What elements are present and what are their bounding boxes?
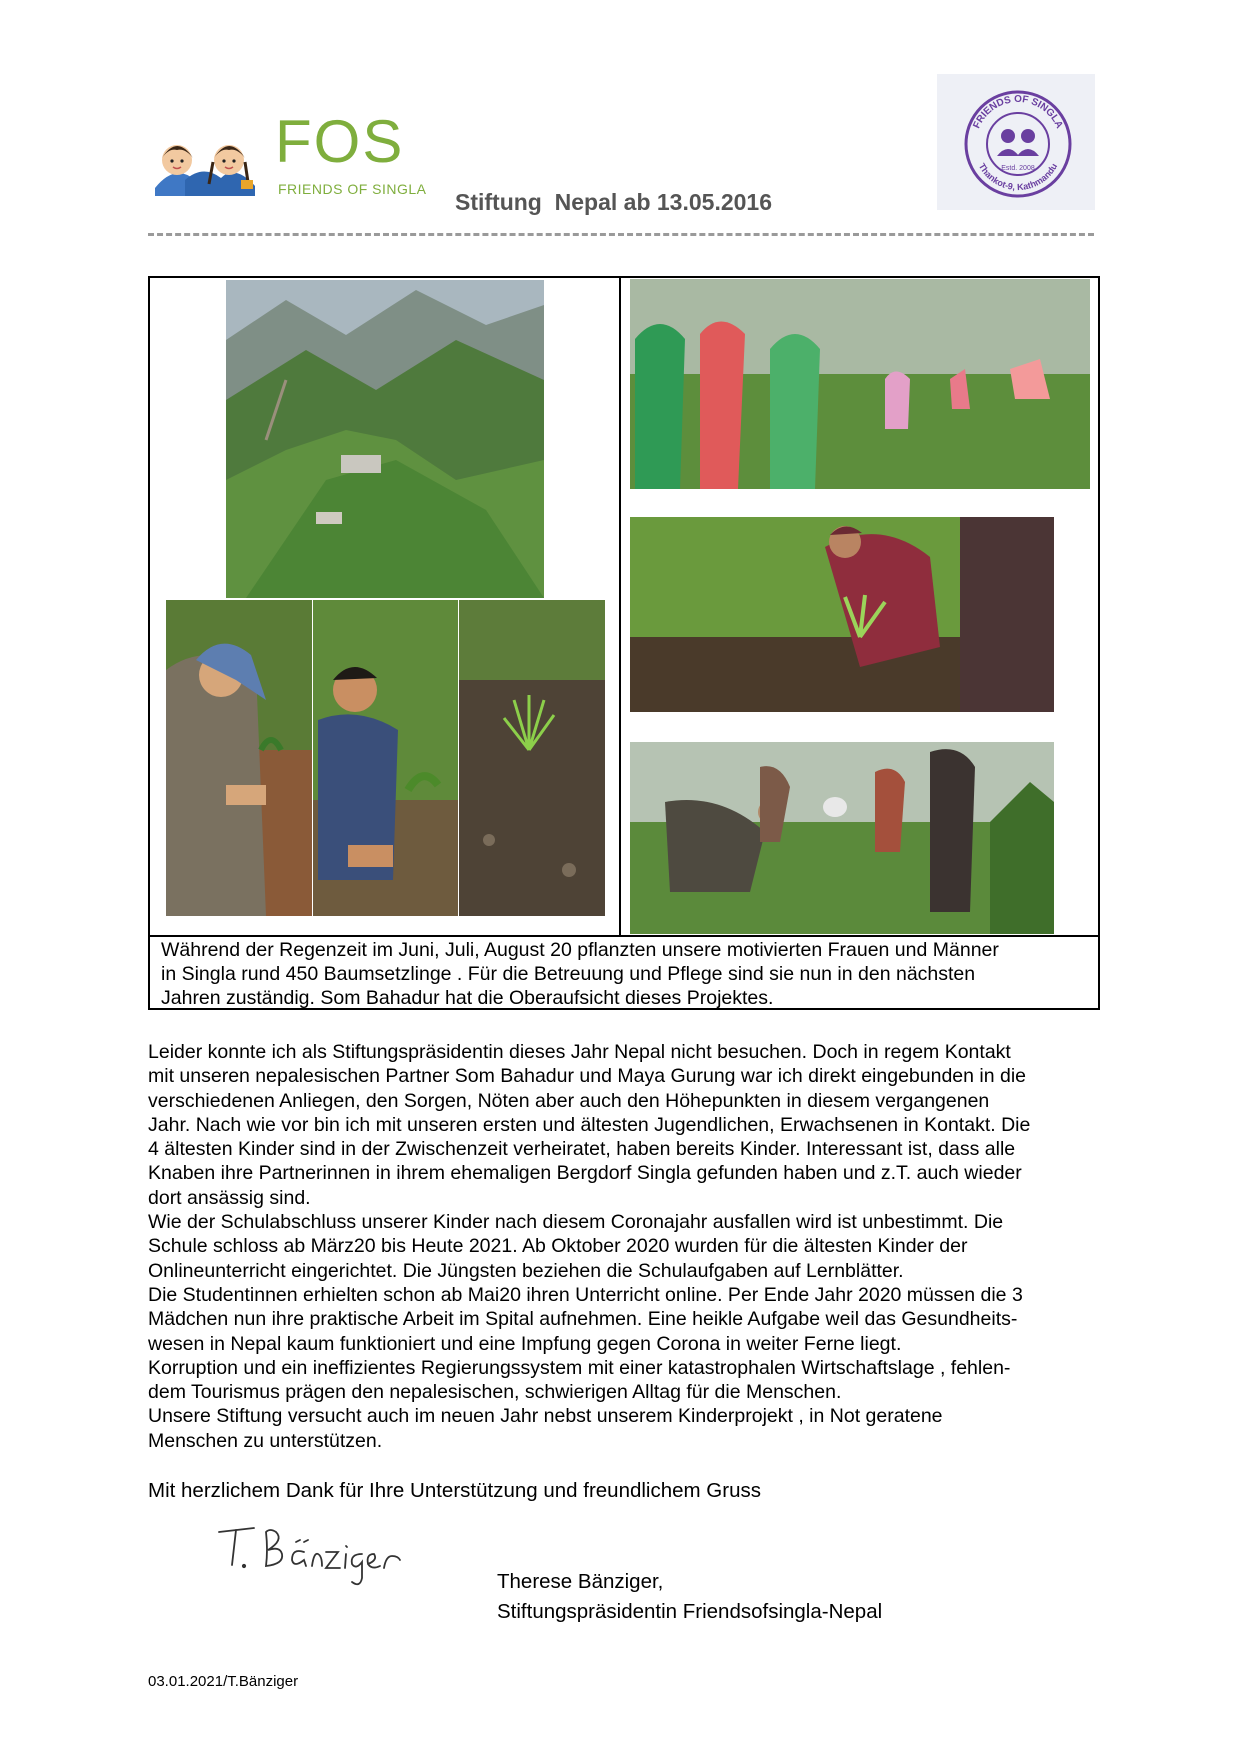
stamp-top-text: FRIENDS OF SINGLA bbox=[971, 93, 1065, 131]
body-line: Mädchen nun ihre praktische Arbeit im Spital aufnehmen. Eine heikle Aufgabe weil das Gesundheits- bbox=[148, 1308, 1018, 1331]
caption-line: Jahren zuständig. Som Bahadur hat die Oberaufsicht dieses Projektes. bbox=[161, 987, 774, 1009]
logo-wordmark: FOS bbox=[275, 108, 405, 175]
body-line: Wie der Schulabschluss unserer Kinder nach diesem Coronajahr ausfallen wird ist unbestimmt. Die bbox=[148, 1211, 1004, 1234]
photo-woman-planting-grass bbox=[630, 517, 1054, 712]
body-line: 4 ältesten Kinder sind in der Zwischenzeit verheiratet, haben bereits Kinder. Interessant ist, dass alle bbox=[148, 1138, 1016, 1161]
photo-women-with-rain-covers bbox=[630, 279, 1090, 489]
body-line: Die Studentinnen erhielten schon ab Mai20 ihren Unterricht online. Per Ende Jahr 2020 müssen die 3 bbox=[148, 1283, 1023, 1306]
children-logo-icon bbox=[155, 145, 255, 196]
header-divider bbox=[148, 233, 1094, 236]
photo-seedling-closeup bbox=[459, 600, 605, 916]
handwritten-signature bbox=[214, 1520, 414, 1590]
photo-caption bbox=[161, 938, 1091, 1010]
body-line: Unsere Stiftung versucht auch im neuen Jahr nebst unserem Kinderprojekt , in Not geratene bbox=[148, 1405, 943, 1428]
body-line: Knaben ihre Partnerinnen in ihrem ehemaligen Bergdorf Singla gefunden haben und z.T. auch wieder bbox=[148, 1162, 1022, 1185]
footer-date: 03.01.2021/T.Bänziger bbox=[148, 1673, 299, 1690]
table-column-divider bbox=[619, 276, 621, 936]
table-row-divider bbox=[148, 935, 1100, 937]
signer-name: Therese Bänziger, bbox=[497, 1570, 664, 1593]
stamp-scan bbox=[937, 74, 1095, 210]
page-title: Stiftung Nepal ab 13.05.2016 bbox=[455, 189, 773, 215]
body-line: Menschen zu unterstützen. bbox=[148, 1429, 383, 1452]
body-line: dort ansässig sind. bbox=[148, 1186, 311, 1209]
body-line: verschiedenen Anliegen, den Sorgen, Nöten aber auch den Höhepunkten in diesem vergangenen bbox=[148, 1089, 990, 1112]
body-line: Leider konnte ich als Stiftungspräsidentin dieses Jahr Nepal nicht besuchen. Doch in regem Kontakt bbox=[148, 1041, 1011, 1063]
stamp-figures-icon bbox=[997, 129, 1039, 156]
closing-line: Mit herzlichem Dank für Ihre Unterstützung und freundlichem Gruss bbox=[148, 1479, 761, 1502]
body-line: wesen in Nepal kaum funktioniert und eine Impfung gegen Corona in weiter Ferne liegt. bbox=[148, 1332, 902, 1355]
body-line: Jahr. Nach wie vor bin ich mit unseren ersten und ältesten Jugendlichen, Erwachsenen in Kontakt. Die bbox=[148, 1113, 1031, 1136]
body-line: Korruption und ein ineffizientes Regierungssystem mit einer katastrophalen Wirtschaftslage , fehlen- bbox=[148, 1356, 1011, 1379]
letter-body bbox=[148, 1040, 1108, 1453]
caption-line: Während der Regenzeit im Juni, Juli, August 20 pflanzten unsere motivierten Frauen und Männer bbox=[161, 939, 999, 961]
body-line: mit unseren nepalesischen Partner Som Bahadur und Maya Gurung war ich direkt eingebunden in die bbox=[148, 1065, 1027, 1088]
body-line: Schule schloss ab März20 bis Heute 2021. Ab Oktober 2020 wurden für die ältesten Kinder der bbox=[148, 1235, 968, 1258]
signer-title: Stiftungspräsidentin Friendsofsingla-Nepal bbox=[497, 1600, 883, 1623]
logo-subtitle: FRIENDS OF SINGLA bbox=[278, 181, 427, 197]
caption-line: in Singla rund 450 Baumsetzlinge . Für die Betreuung und Pflege sind sie nun in den nächsten bbox=[161, 963, 976, 985]
body-line: Onlineunterricht eingerichtet. Die Jüngsten beziehen die Schulaufgaben auf Lernblätter. bbox=[148, 1259, 904, 1282]
stamp-bottom-text: Thankot-9, Kathmandu bbox=[976, 161, 1060, 193]
photo-young-man-planting bbox=[313, 600, 458, 916]
photo-man-with-cap-planting bbox=[166, 600, 312, 916]
stamp-seal bbox=[937, 74, 1095, 210]
photo-group-working-fog bbox=[630, 742, 1054, 934]
body-line: dem Tourismus prägen den nepalesischen, schwierigen Alltag für die Menschen. bbox=[148, 1381, 842, 1404]
stamp-estd: Estd. 2008 bbox=[1001, 165, 1035, 172]
photo-mountain-village bbox=[226, 280, 544, 598]
